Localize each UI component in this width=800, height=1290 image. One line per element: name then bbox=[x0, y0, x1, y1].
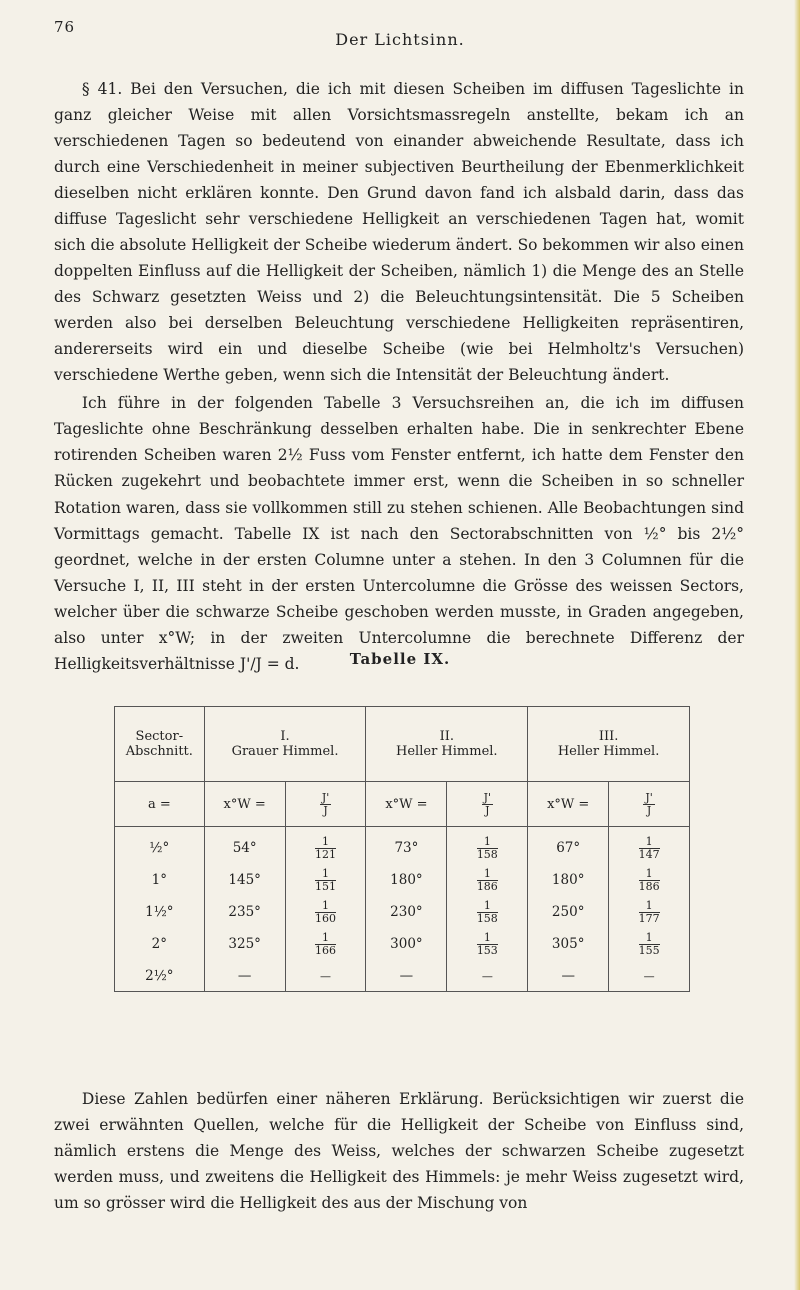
d-value: $\frac{1}{160}$ bbox=[315, 898, 337, 925]
sector-header-label: Sector-Abschnitt. bbox=[125, 729, 193, 759]
d-value: $\frac{1}{155}$ bbox=[638, 930, 660, 957]
sector-value: 1½° bbox=[145, 904, 174, 920]
xw-value: 54° bbox=[232, 840, 257, 856]
sector-value: 1° bbox=[151, 872, 167, 888]
d-column-3 bbox=[609, 827, 690, 992]
xw-value: — bbox=[561, 968, 575, 984]
group-name-1: Grauer Himmel. bbox=[231, 744, 339, 759]
ratio-num-2: J' bbox=[483, 790, 492, 804]
sector-value: 2½° bbox=[145, 968, 174, 984]
xw-value: — bbox=[237, 968, 252, 984]
d-value: $\frac{1}{151}$ bbox=[315, 866, 337, 893]
ratio-den-2: J bbox=[485, 803, 490, 817]
xw-value: 67° bbox=[556, 840, 581, 856]
sector-header bbox=[115, 707, 205, 782]
ratio-num-3: J' bbox=[645, 790, 653, 804]
ratio-num-1: J' bbox=[321, 790, 330, 804]
page-number: 76 bbox=[54, 18, 76, 36]
ratio-label-3 bbox=[609, 782, 690, 827]
group-name-2: Heller Himmel. bbox=[396, 744, 498, 759]
ratio-label-1 bbox=[285, 782, 366, 827]
sector-value: ½° bbox=[149, 840, 170, 856]
xw-value: 230° bbox=[390, 904, 423, 920]
closing-paragraph: Diese Zahlen bedürfen einer näheren Erklärung. Berücksichtigen wir zuerst die zwei erwähnten Quellen, welche für die Helligkeit der Scheibe von Einfluss sind, nämlich erstens die Menge des Weiss, welches der schwarzen Scheibe zugesetzt werden muss, und zweitens die Helligkeit des Himmels: je mehr Weiss zugesetzt wird, um so grösser wird die Helligkeit des aus der Mischung von bbox=[54, 1090, 744, 1213]
xw-value: 180° bbox=[390, 872, 423, 888]
closing-text bbox=[54, 1086, 744, 1216]
group-name-3: Heller Himmel. bbox=[557, 744, 660, 759]
group-header-2 bbox=[366, 707, 528, 782]
paragraph-41: § 41. Bei den Versuchen, die ich mit diesen Scheiben im diffusen Tageslichte in ganz gleicher Weise mit allen Vorsichtsmassregeln anstellte, bekam ich an verschiedenen Tagen so bedeutend von einander abweichende Resultate, dass ich durch eine Verschiedenheit in meiner subjectiven Beurtheilung der Ebenmerklichkeit dieselben nicht erklären konnte. Den Grund davon fand ich alsbald darin, dass das diffuse Tageslicht sehr verschiedene Helligkeit an verschiedenen Tagen hat, womit sich die absolute Helligkeit der Scheibe wiederum ändert. So bekommen wir also einen doppelten Einfluss auf die Helligkeit der Scheiben, nämlich 1) die Menge des an Stelle des Schwarz gesetzten Weiss und 2) die Beleuchtungsintensität. Die 5 Scheiben werden also bei derselben Beleuchtung verschiedene Helligkeiten repräsentiren, andererseits wird ein und dieselbe Scheibe (wie bei Helmholtz's Versuchen) verschiedene Werthe geben, wenn sich die Intensität der Beleuchtung ändert. bbox=[54, 80, 744, 385]
sector-value: 2° bbox=[151, 936, 167, 952]
page-edge bbox=[794, 0, 800, 1290]
a-label: a = bbox=[115, 782, 205, 827]
xw-value: — bbox=[399, 968, 414, 984]
xw-value: 180° bbox=[551, 872, 585, 888]
group-header-1 bbox=[204, 707, 366, 782]
d-value: $\frac{1}{177}$ bbox=[638, 898, 660, 925]
ratio-label-2 bbox=[447, 782, 528, 827]
d-column-1 bbox=[285, 827, 366, 992]
d-column-2 bbox=[447, 827, 528, 992]
xw-column-3 bbox=[528, 827, 609, 992]
xw-label-1: x°W = bbox=[204, 782, 285, 827]
xw-label-3: x°W = bbox=[528, 782, 609, 827]
body-text bbox=[54, 76, 744, 679]
ratio-den-3: J bbox=[646, 803, 652, 817]
xw-value: 300° bbox=[390, 936, 423, 952]
sector-column bbox=[115, 827, 205, 992]
d-value: $\frac{1}{121}$ bbox=[315, 834, 337, 861]
d-value: $\frac{1}{166}$ bbox=[315, 930, 337, 957]
d-value: $\frac{1}{186}$ bbox=[476, 866, 498, 893]
d-value: $\frac{1}{158}$ bbox=[476, 898, 498, 925]
group-numeral-2: II. bbox=[439, 729, 454, 744]
d-value: — bbox=[481, 969, 493, 983]
xw-value: 305° bbox=[551, 936, 585, 952]
xw-value: 73° bbox=[394, 840, 419, 856]
xw-value: 250° bbox=[551, 904, 585, 920]
paragraph-table-intro: Ich führe in der folgenden Tabelle 3 Versuchsreihen an, die ich im diffusen Tageslichte ohne Beschränkung desselben erhalten habe. Die in senkrechter Ebene rotirenden Scheiben waren 2½ Fuss vom Fenster entfernt, ich hatte dem Fenster den Rücken zugekehrt und beobachtete immer erst, wenn die Scheiben in so schneller Rotation waren, dass sie vollkommen still zu stehen schienen. Alle Beobachtungen sind Vormittags gemacht. Tabelle IX ist nach den Sectorabschnitten von ½° bis 2½° geordnet, welche in der ersten Columne unter a stehen. In den 3 Columnen für die Versuche I, II, III steht in der ersten Untercolumne die Grösse des weissen Sectors, welcher über die schwarze Scheibe geschoben werden musste, in Graden angegeben, also unter x°W; in der zweiten Untercolumne die berechnete Differenz der Helligkeitsverhältnisse J'/J = d. bbox=[54, 394, 744, 673]
d-value: — bbox=[320, 969, 332, 983]
running-head: Der Lichtsinn. bbox=[335, 30, 465, 49]
xw-label-2: x°W = bbox=[366, 782, 447, 827]
d-value: — bbox=[643, 969, 655, 983]
xw-column-2 bbox=[366, 827, 447, 992]
group-numeral-1: I. bbox=[280, 729, 290, 744]
table-title: Tabelle IX. bbox=[349, 650, 451, 668]
d-value: $\frac{1}{186}$ bbox=[638, 866, 660, 893]
xw-value: 325° bbox=[228, 936, 261, 952]
group-numeral-3: III. bbox=[598, 729, 619, 744]
xw-value: 235° bbox=[228, 904, 261, 920]
ratio-den-1: J bbox=[323, 803, 328, 817]
d-value: $\frac{1}{147}$ bbox=[638, 834, 660, 861]
table-body-row bbox=[115, 827, 690, 992]
data-table-ix bbox=[114, 706, 690, 992]
xw-column-1 bbox=[204, 827, 285, 992]
xw-value: 145° bbox=[228, 872, 261, 888]
d-value: $\frac{1}{153}$ bbox=[476, 930, 498, 957]
d-value: $\frac{1}{158}$ bbox=[476, 834, 498, 861]
group-header-3 bbox=[528, 707, 690, 782]
